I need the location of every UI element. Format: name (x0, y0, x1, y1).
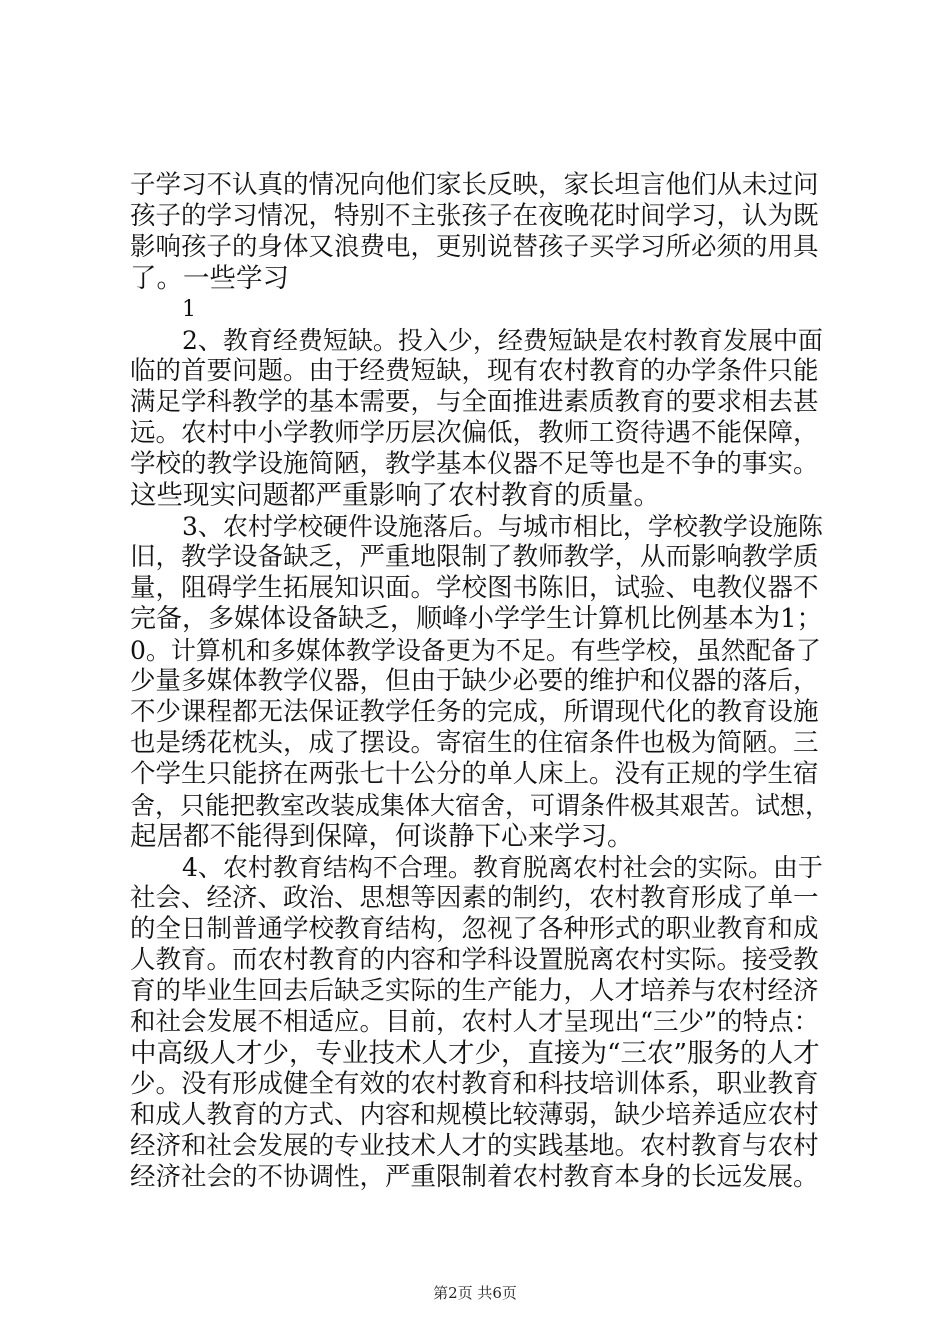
text-line: 了。一些学习 (130, 263, 289, 294)
text-line: 旧，教学设备缺乏，严重地限制了教师教学，从而影响教学质 (130, 542, 819, 572)
paragraph-start-3: 3、农村学校硬件设施落后。与城市相比，学校教学设施陈 (182, 512, 823, 541)
text-line: 经济和社会发展的专业技术人才的实践基地。农村教育与农村 (130, 1131, 819, 1161)
text-line: 少。没有形成健全有效的农村教育和科技培训体系，职业教育 (130, 1069, 819, 1099)
text-line: 人教育。而农村教育的内容和学科设置脱离农村实际。接受教 (130, 945, 819, 975)
text-line: 子学习不认真的情况向他们家长反映，家长坦言他们从未过问 (130, 170, 819, 200)
text-line: 这些现实问题都严重影响了农村教育的质量。 (130, 480, 660, 511)
text-line: 和社会发展不相适应。目前，农村人才呈现出“三少”的特点： (130, 1007, 820, 1037)
text-line: 临的首要问题。由于经费短缺，现有农村教育的办学条件只能 (130, 356, 819, 386)
text-line: 影响孩子的身体又浪费电，更别说替孩子买学习所必须的用具 (130, 232, 819, 262)
text-line: 的全日制普通学校教育结构，忽视了各种形式的职业教育和成 (130, 914, 819, 944)
text-line: 学校的教学设施简陋，教学基本仪器不足等也是不争的事实。 (130, 449, 819, 479)
page-footer (0, 1283, 950, 1303)
text-line: 不少课程都无法保证教学任务的完成，所谓现代化的教育设施 (130, 697, 819, 727)
text-line: 满足学科教学的基本需要，与全面推进素质教育的要求相去甚 (130, 387, 819, 417)
text-line: 0。计算机和多媒体教学设备更为不足。有些学校，虽然配备了 (130, 636, 821, 665)
text-line: 孩子的学习情况，特别不主张孩子在夜晚花时间学习，认为既 (130, 201, 819, 231)
text-line: 舍，只能把教室改装成集体大宿舍，可谓条件极其艰苦。试想， (130, 791, 831, 820)
text-line: 和成人教育的方式、内容和规模比较薄弱，缺少培养适应农村 (130, 1100, 819, 1130)
text-line: 起居都不能得到保障，何谈静下心来学习。 (130, 821, 634, 852)
text-line: 育的毕业生回去后缺乏实际的生产能力，人才培养与农村经济 (130, 976, 819, 1006)
text-line: 远。农村中小学教师学历层次偏低，教师工资待遇不能保障， (130, 418, 819, 448)
text-line: 量，阻碍学生拓展知识面。学校图书陈旧，试验、电教仪器不 (130, 573, 819, 603)
paragraph-start-2: 2、教育经费短缺。投入少，经费短缺是农村教育发展中面 (182, 326, 823, 355)
text-line: 也是绣花枕头，成了摆设。寄宿生的住宿条件也极为简陋。三 (130, 728, 819, 758)
text-line: 社会、经济、政治、思想等因素的制约，农村教育形成了单一 (130, 883, 819, 913)
page-indicator: 第2页 共6页 (433, 1284, 517, 1302)
text-line: 完备，多媒体设备缺乏，顺峰小学学生计算机比例基本为1； (130, 604, 823, 634)
inline-page-number: 1 (182, 297, 196, 322)
text-line: 少量多媒体教学仪器，但由于缺少必要的维护和仪器的落后， (130, 666, 819, 696)
paragraph-start-4: 4、农村教育结构不合理。教育脱离农村社会的实际。由于 (182, 853, 823, 882)
text-line: 中高级人才少，专业技术人才少，直接为“三农”服务的人才 (130, 1038, 820, 1069)
text-line: 个学生只能挤在两张七十公分的单人床上。没有正规的学生宿 (130, 759, 819, 789)
document-body (130, 170, 830, 1193)
text-line: 经济社会的不协调性，严重限制着农村教育本身的长远发展。 (130, 1162, 819, 1192)
